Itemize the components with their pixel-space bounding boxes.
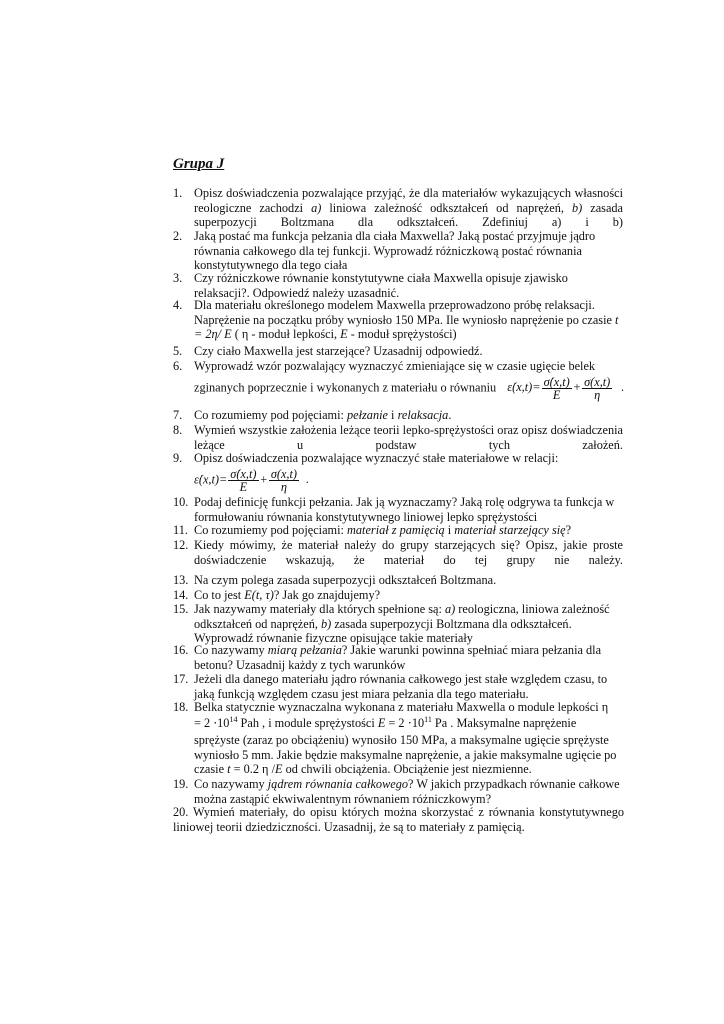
question-text: Jaką postać ma funkcja pełzania dla ciała Maxwella? Jaką postać przyjmuje jądro równania całkowego dla tej funkcji. Wyprowadź różniczkową postać równania konstytutywnego dla tego ciała xyxy=(194,229,596,273)
question-7 xyxy=(173,408,623,423)
question-number: 16. xyxy=(173,643,189,657)
question-text: Belka statycznie wyznaczalna wykonana z materiału Maxwella o module lepkości η xyxy=(194,700,609,714)
question-16 xyxy=(173,643,623,672)
question-15 xyxy=(173,602,623,646)
question-17 xyxy=(173,672,623,701)
question-text: Co nazywamy miarą pełzania? Jakie warunki powinna spełniać miara pełzania dla betonu? Uzasadnij każdy z tych warunków xyxy=(194,643,602,672)
question-2 xyxy=(173,229,623,273)
question-number: 13. xyxy=(173,573,189,587)
question-text: Czy różniczkowe równanie konstytutywne ciała Maxwella opisuje zjawisko relaksacji?. Odpowiedź należy uzasadnić. xyxy=(194,271,568,300)
question-19 xyxy=(173,777,623,806)
question-10 xyxy=(173,495,623,524)
question-text: Kiedy mówimy, że materiał należy do grupy starzejących się? Opisz, jakie proste doświadczenie wskazują, że materiał do tej grupy nie należy. xyxy=(194,538,623,567)
question-number: 10. xyxy=(173,495,189,509)
page-title: Grupa J xyxy=(173,156,225,172)
question-text: Wyprowadź wzór pozwalający wyznaczyć zmieniające się w czasie ugięcie belek xyxy=(194,359,596,373)
question-number: 12. xyxy=(173,538,189,552)
equation: ε̇(x,t)= $\frac{\sigmȧ(x,t)}{E}$ + $\frac{\sigma(x,t)}{\eta}$ . xyxy=(507,375,625,402)
question-number: 14. xyxy=(173,588,189,602)
question-text: Co rozumiemy pod pojęciami: materiał z pamięcią i materiał starzejący się? xyxy=(194,523,572,537)
question-text: 20. Wymień materiały, do opisu których można skorzystać z równania konstytutywnego liniowej teorii dziedziczności. Uzasadnij, że są to materiały z pamięcią. xyxy=(173,805,624,834)
question-number: 8. xyxy=(173,423,183,437)
question-4 xyxy=(173,298,623,342)
question-11 xyxy=(173,523,623,538)
question-18-continued: sprężyste (zaraz po obciążeniu) wynosiło 150 MPa, a maksymalne ugięcie sprężyste wyniosło 5 mm. Jakie będzie maksymalne naprężenie, a jakie maksymalne ugięcie po czasie t = 0.2 η /E od chwili obciążenia. Obciążenie jest niezmienne. xyxy=(194,733,617,777)
question-text: Czy ciało Maxwella jest starzejące? Uzasadnij odpowiedź. xyxy=(194,344,483,358)
question-number: 15. xyxy=(173,602,189,616)
question-20 xyxy=(173,805,624,834)
question-text: zginanych poprzecznie i wykonanych z materiału o równaniu xyxy=(194,380,497,395)
question-text: Opisz doświadczenia pozwalające wyznaczyć stałe materiałowe w relacji: xyxy=(194,451,559,465)
question-number: 19. xyxy=(173,777,189,791)
question-number: 4. xyxy=(173,298,183,312)
question-14 xyxy=(173,588,623,603)
equation: ε̇(x,t)= $\frac{\sigmȧ(x,t)}{E}$ + $\frac{\sigma(x,t)}{\eta}$ . xyxy=(194,466,310,494)
question-13 xyxy=(173,573,623,588)
question-text: Na czym polega zasada superpozycji odkształceń Boltzmana. xyxy=(194,573,497,587)
question-text: Dla materiału określonego modelem Maxwella przeprowadzono próbę relaksacji. Naprężenie na początku próby wyniosło 150 MPa. Ile wyniosło naprężenie po czasie t = 2η/ E ( η - moduł lepkości, E - moduł sprężystości) xyxy=(194,298,619,342)
question-number: 11. xyxy=(173,523,188,537)
question-number: 18. xyxy=(173,700,189,714)
question-number: 17. xyxy=(173,672,189,686)
question-3 xyxy=(173,271,623,300)
question-text: Co to jest E(t, τ)? Jak go znajdujemy? xyxy=(194,588,381,602)
question-text: Jak nazywamy materiały dla których spełnione są: a) reologiczna, liniowa zależność odkształceń od naprężeń, b) zasada superpozycji Boltzmana dla odkształceń. Wyprowadź równanie fizyczne opisujące takie materiały xyxy=(194,602,610,646)
question-9 xyxy=(173,451,623,493)
question-18-values: = $2 \cdot 10^{14}$ Pah , i module sprężystości $E = 2 \cdot 10^{11}$ Pa . Maksymalne naprężenie xyxy=(194,714,577,730)
question-6-equation-line xyxy=(194,376,644,401)
question-number: 3. xyxy=(173,271,183,285)
question-6 xyxy=(173,359,623,374)
question-number: 1. xyxy=(173,186,183,200)
question-text: Wymień wszystkie założenia leżące teorii lepko-sprężystości oraz opisz doświadczenia leżące u podstaw tych założeń. xyxy=(194,423,623,452)
question-5 xyxy=(173,344,623,359)
question-text: Jeżeli dla danego materiału jądro równania całkowego jest stałe względem czasu, to jaką funkcją względem czasu jest miara pełzania dla tego materiału. xyxy=(194,672,608,701)
question-18 xyxy=(173,700,623,715)
question-text: Podaj definicję funkcji pełzania. Jak ją wyznaczamy? Jaką rolę odgrywa ta funkcja w formułowaniu równania konstytutywnego liniowej lepko sprężystości xyxy=(194,495,615,524)
question-number: 2. xyxy=(173,229,183,243)
question-number: 9. xyxy=(173,451,183,465)
question-text: Opisz doświadczenia pozwalające przyjąć, że dla materiałów wykazujących własności reologiczne zachodzi a) liniowa zależność odkształceń od naprężeń, b) zasada superpozycji Boltzmana dla odkształceń. Zdefiniuj a) i b) xyxy=(194,186,624,230)
question-number: 5. xyxy=(173,344,183,358)
question-text: Co rozumiemy pod pojęciami: pełzanie i relaksacja. xyxy=(194,408,452,422)
formula: t = 2η/ E xyxy=(194,312,619,342)
question-text: Co nazywamy jądrem równania całkowego? W jakich przypadkach równanie całkowe można zastąpić ekwiwalentnym równaniem różniczkowym? xyxy=(194,777,620,806)
question-number: 7. xyxy=(173,408,183,422)
question-number: 6. xyxy=(173,359,183,373)
